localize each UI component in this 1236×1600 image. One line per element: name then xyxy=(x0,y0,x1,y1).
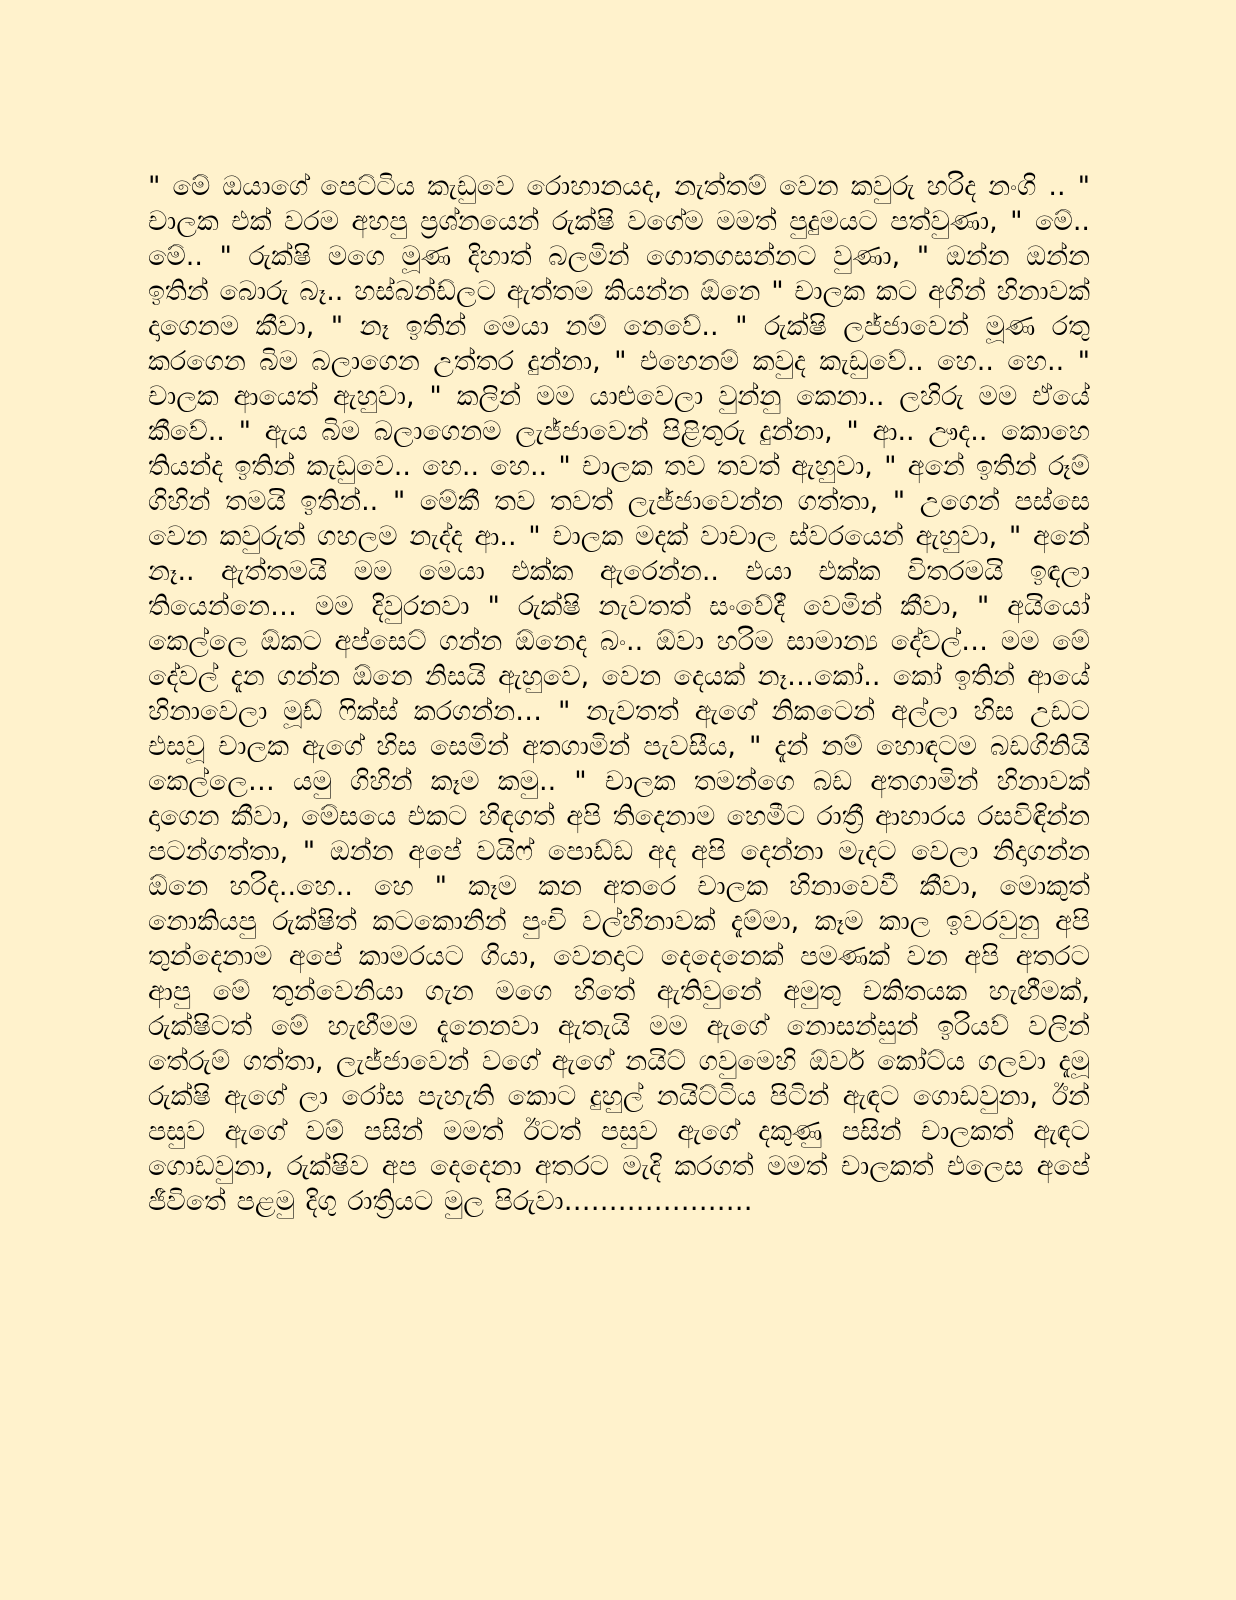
story-paragraph: " මේ ඔයාගේ පෙට්ටිය කැඩුවෙ රොහානයද, නැත්තම් වෙන කවුරු හරිද නංගි .. " චාලක එක් වරම අහපු ප්‍රශ්නයෙන් රුක්ෂි වගේම මමත් පුදුමයට පත්වුණා, " මේ.. මේ.. " රුක්ෂි මගෙ මූණ දිහාත් බලමින් ගොතගසන්නට වුණා, " ඔන්න ඔන්න ඉතින් බොරු බෑ.. හස්බන්ඩ්ලට ඇත්තම කියන්න ඕනෙ " චාලක කට අගින් හිනාවක් දාගෙනම කීවා, " නෑ ඉතින් මෙයා නම් නෙවේ.. " රුක්ෂි ලජ්ජාවෙන් මූණ රතු කරගෙන බිම බලාගෙන උත්තර දුන්නා, " එහෙනම් කවුද කැඩුවේ.. හෙ.. හෙ.. " චාලක ආයෙත් ඇහුවා, " කලින් මම යාළුවෙලා වුන්නු කෙනා.. ලහිරු මම ඒයේ කීවේ.. " ඇය බිම බලාගෙනම ලැජ්ජාවෙන් පිළිතුරු දුන්නා, " ආ.. ඌද.. කොහෙ තියන්ද ඉතින් කැඩුවෙ.. හෙ.. හෙ.. " චාලක තව තවත් ඇහුවා, " අනේ ඉතින් රූම් ගිහින් තමයි ඉතින්.. " මේකී තව තවත් ලැජ්ජාවෙන්න ගත්තා, " උගෙන් පස්සෙ වෙන කවුරුත් ගහලම නැද්ද ආ.. " චාලක මදක් වාචාල ස්වරයෙන් ඇහුවා, " අනේ නෑ.. ඇත්තමයි මම මෙයා එක්ක ඇරෙන්න.. එයා එක්ක විතරමයි ඉඳලා තියෙන්නෙ… මම දිවුරනවා " රුක්ෂි නැවතත් සංවේදී වෙමින් කීවා, " අයියෝ කෙල්ලෙ ඕකට අප්සෙට් ගන්න ඕනෙද බං.. ඕවා හරිම සාමාන්‍ය දේවල්… මම මේ දේවල් දැන ගන්න ඕනෙ නිසයි ඇහුවෙ, වෙන දෙයක් නෑ…කෝ.. කෝ ඉතින් ආයේ හිනාවෙලා මූඩ් ෆික්ස් කරගන්න… " නැවතත් ඇගේ නිකටෙන් අල්ලා හිස උඩට එසවූ චාලක ඇගේ හිස සෙමින් අතගාමින් පැවසීය, " දැන් නම් හොඳටම බඩගිනියි කෙල්ලෙ… යමු ගිහින් කෑම කමු.. " චාලක තමන්ගෙ බඩ අතගාමින් හිනාවක් දාගෙන කීවා, මේසයෙ එකට හිඳගත් අපි තිදෙනාම හෙමීට රාත්‍රී ආහාරය රසවිඳින්න පටන්ගත්තා, " ඔන්න අපේ වයිෆ් පොඩ්ඩ අද අපි දෙන්නා මැදට වෙලා නිදාගන්න ඕනෙ හරිද..හෙ.. හෙ " කෑම කන අතරෙ චාලක හිනාවෙවී කීවා, මොකුත් නොකියපු රුක්ෂිත් කටකොනින් පුංචි වල්හිනාවක් දැම්මා, කෑම කාල ඉවරවුනු අපි තුන්දෙනාම අපේ කාමරයට ගියා, වෙනදාට දෙදෙනෙක් පමණක් වන අපි අතරට ආපු මේ තුන්වෙනියා ගැන මගෙ හිතේ ඇතිවුනේ අමුතු චකිතයක හැඟීමක්, රුක්ෂිටත් මේ හැඟීමම දැනෙනවා ඇතැයි මම ඇගේ නොසන්සුන් ඉරියව් වලින් තේරුම් ගත්තා, ලැජ්ජාවෙන් වගේ ඇගේ නයිට් ගවුමෙහි ඕවර් කෝට්ය ගලවා දැමූ රුක්ෂි ඇගේ ලා රෝස පැහැති කොට දුහුල් නයිට්ටිය පිටින් ඇඳට ගොඩවුනා, ඊන් පසුව ඇගේ වම් පසින් මමත් ඊටත් පසුව ඇගේ දකුණු පසින් චාලකත් ඇඳට ගොඩවුනා, රුක්ෂිව අප දෙදෙනා අතරට මැදි කරගත් මමත් චාලකත් එලෙස අපේ ජීවිතේ පළමු දිගු රාත්‍රියට මුල පිරුවා………………… xyxy=(148,171,1090,1217)
